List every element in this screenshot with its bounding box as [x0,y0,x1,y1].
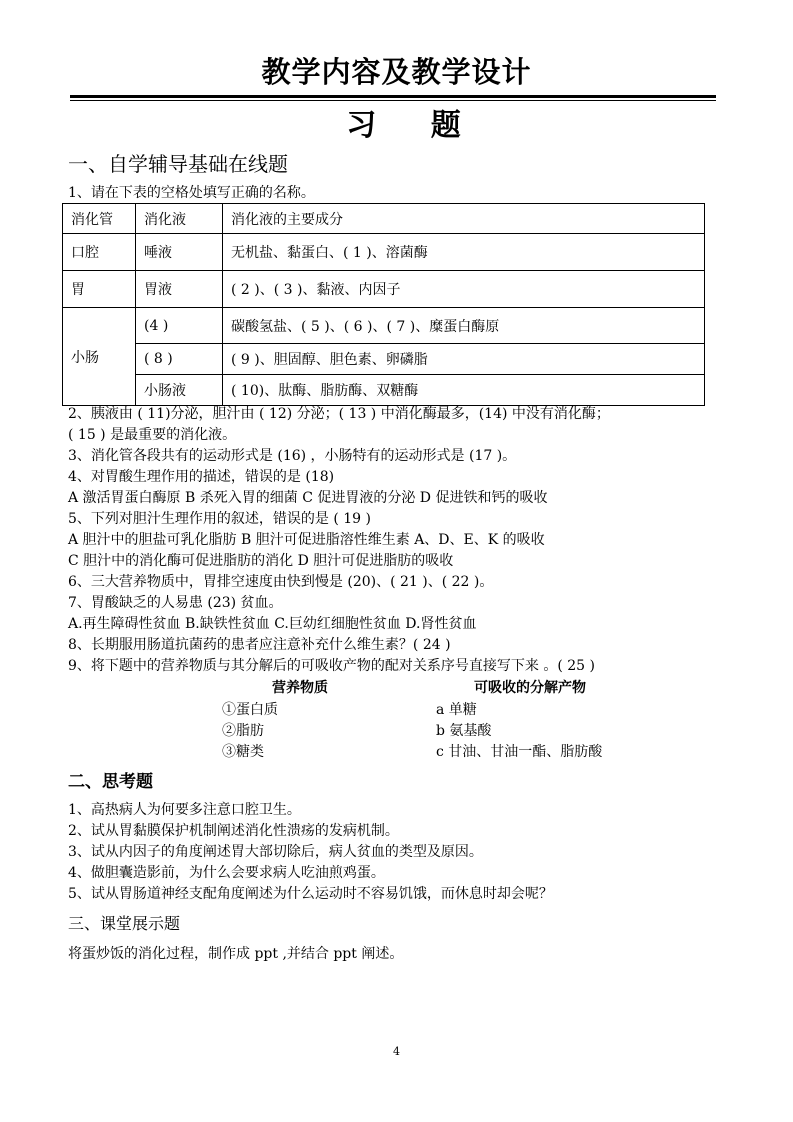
table-cell: ( 9 )、胆固醇、胆色素、卵磷脂 [223,344,705,375]
table-row [63,271,705,308]
page-title: 习 题 [346,108,483,143]
section1-heading: 一、自学辅导基础在线题 [68,152,288,176]
table-row [63,308,705,344]
matching-right-item: c 甘油、甘油一酯、脂肪酸 [436,744,603,760]
table-cell: 唾液 [136,234,223,271]
question-3: 3、消化管各段共有的运动形式是 (16) ，小肠特有的运动形式是 (17 )。 [68,448,517,464]
table-cell: 小肠液 [136,375,223,406]
matching-left-header: 营养物质 [272,680,328,696]
thinking-question: 4、做胆囊造影前，为什么会要求病人吃油煎鸡蛋。 [68,865,385,881]
question-9: 9、将下题中的营养物质与其分解后的可吸收产物的配对关系序号直接写下来 。( 25 ) [68,658,595,674]
thinking-question: 2、试从胃黏膜保护机制阐述消化性溃疡的发病机制。 [68,823,399,839]
table-header-cell: 消化液的主要成分 [223,204,705,234]
table-header-row [63,204,705,234]
table-cell: 碳酸氢盐、( 5 )、( 6 )、( 7 )、糜蛋白酶原 [223,308,705,344]
table-cell: ( 10)、肽酶、脂肪酶、双糖酶 [223,375,705,406]
table-cell: (4 ) [136,308,223,344]
question-8: 8、长期服用肠道抗菌药的患者应注意补充什么维生素？( 24 ) [68,637,451,653]
table-cell: ( 8 ) [136,344,223,375]
classroom-task: 将蛋炒饭的消化过程，制作成 ppt ,并结合 ppt 阐述。 [68,946,404,962]
digestion-table [62,203,705,406]
table-row [63,344,705,375]
table-row [63,375,705,406]
question-2-line1: 2、胰液由 ( 11)分泌，胆汁由 ( 12) 分泌；( 13 ) 中消化酶最多，(14) 中没有消化酶； [68,406,610,422]
matching-left-item: ③糖类 [222,744,264,760]
question-1: 1、请在下表的空格处填写正确的名称。 [68,185,315,201]
thinking-question: 5、试从胃肠道神经支配角度阐述为什么运动时不容易饥饿，而休息时却会呢？ [68,886,553,902]
matching-right-item: a 单糖 [436,702,477,718]
question-4: 4、对胃酸生理作用的描述，错误的是 (18) [68,469,335,485]
question-7-options: A.再生障碍性贫血 B.缺铁性贫血 C.巨幼红细胞性贫血 D.肾性贫血 [68,616,477,632]
matching-left-item: ①蛋白质 [222,702,278,718]
question-5-options-1: A 胆汁中的胆盐可乳化脂肪 B 胆汁可促进脂溶性维生素 A、D、E、K 的吸收 [68,532,545,548]
question-5-options-2: C 胆汁中的消化酶可促进脂肪的消化 D 胆汁可促进脂肪的吸收 [68,553,454,569]
section2-heading: 二、思考题 [68,772,153,792]
section3-heading: 三、课堂展示题 [68,914,181,933]
question-5: 5、下列对胆汁生理作用的叙述，错误的是 ( 19 ) [68,511,371,527]
thinking-question: 3、试从内因子的角度阐述胃大部切除后，病人贫血的类型及原因。 [68,844,483,860]
matching-right-item: b 氨基酸 [436,723,492,739]
table-cell: 胃 [63,271,136,308]
table-cell: 小肠 [63,308,136,406]
table-cell: 胃液 [136,271,223,308]
question-7: 7、胃酸缺乏的人易患 (23) 贫血。 [68,595,283,611]
question-6: 6、三大营养物质中，胃排空速度由快到慢是 (20)、( 21 )、( 22 )。 [68,574,494,590]
page-number: 4 [393,1045,400,1058]
table-cell: 口腔 [63,234,136,271]
table-cell: ( 2 )、( 3 )、黏液、内因子 [223,271,705,308]
matching-right-header: 可吸收的分解产物 [474,680,586,696]
matching-left-item: ②脂肪 [222,723,264,739]
table-row [63,234,705,271]
question-4-options: A 激活胃蛋白酶原 B 杀死入胃的细菌 C 促进胃液的分泌 D 促进铁和钙的吸收 [68,490,548,506]
table-header-cell: 消化液 [136,204,223,234]
thinking-question: 1、高热病人为何要多注意口腔卫生。 [68,802,301,818]
table-cell: 无机盐、黏蛋白、( 1 )、溶菌酶 [223,234,705,271]
header-title: 教学内容及教学设计 [261,55,532,89]
question-2-line2: ( 15 ) 是最重要的消化液。 [68,427,237,443]
table-header-cell: 消化管 [63,204,136,234]
header-rule-thick [70,95,716,98]
